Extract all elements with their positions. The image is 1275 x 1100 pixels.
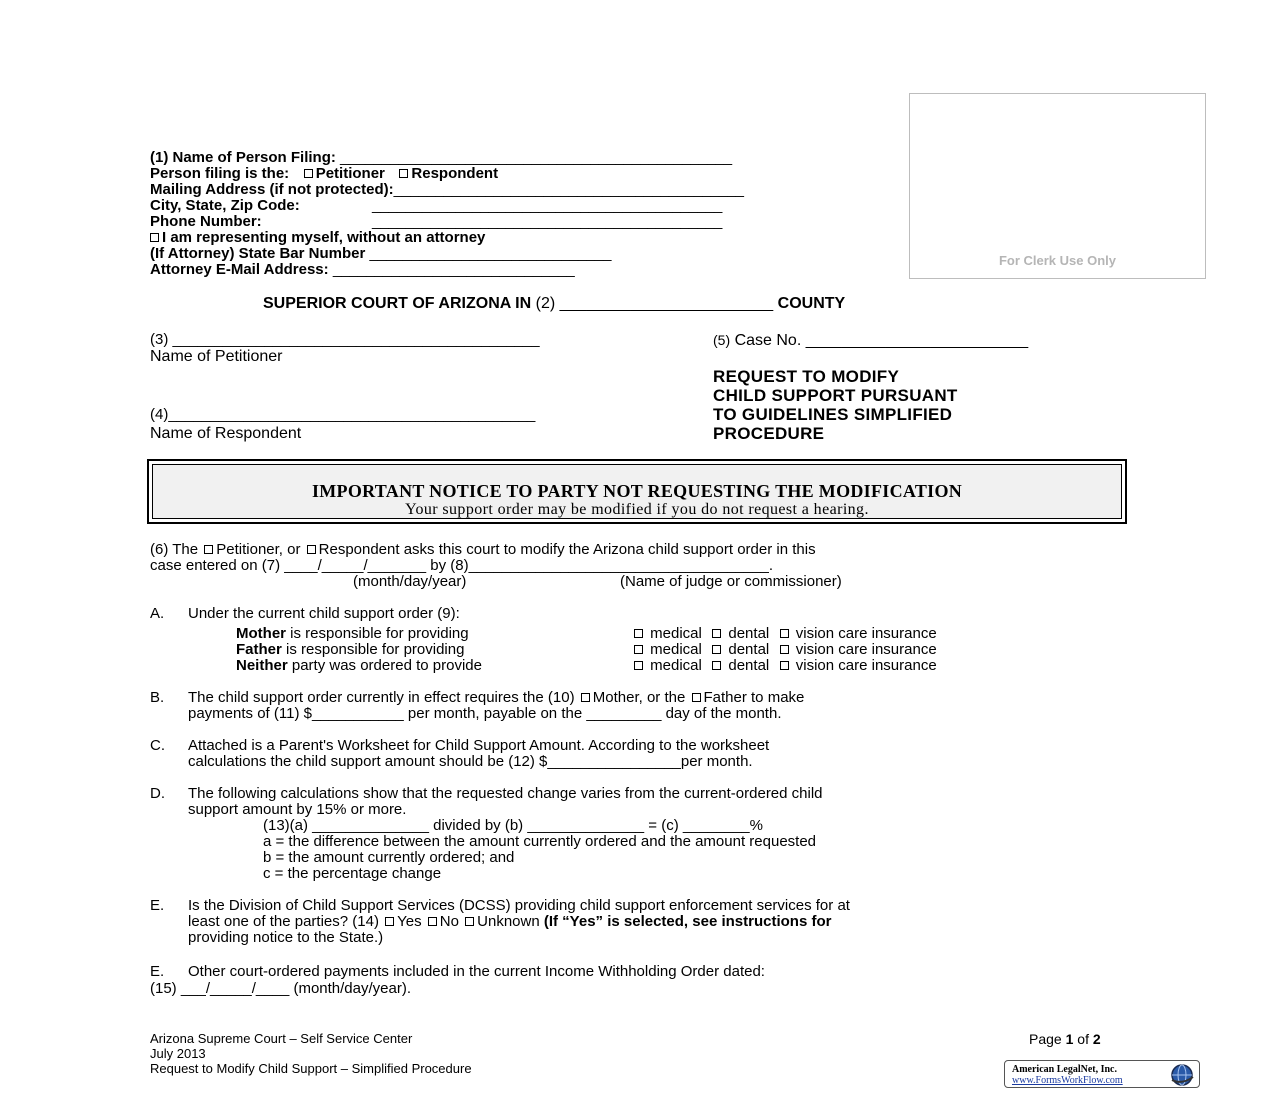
dcss-yes-label: Yes [397,913,422,930]
sb-father-checkbox[interactable] [692,693,701,702]
form-title-line1: REQUEST TO MODIFY [713,367,900,386]
sa-row-mother-label [236,626,469,642]
self-rep-line [150,230,485,246]
footer-line1: Arizona Supreme Court – Self Service Center [150,1031,413,1046]
case-num: (5) [713,332,731,348]
opt-vision-label: vision care insurance [795,641,937,658]
page-of: of [1077,1031,1089,1047]
section-d-def-a: a = the difference between the amount currently ordered and the amount requested [263,833,817,850]
footer-line2: July 2013 [150,1046,206,1061]
section-a-letter: A. [150,605,165,622]
s6-respondent-checkbox[interactable] [307,545,316,554]
section-d-def-b: b = the amount currently ordered; and [263,849,515,866]
neither-dental-checkbox[interactable] [712,661,721,670]
section-e2-line2[interactable]: (15) ___/_____/____ (month/day/year). [150,980,411,997]
mother-dental-checkbox[interactable] [712,629,721,638]
notice-subtitle: Your support order may be modified if you do not request a hearing. [405,501,869,518]
s6-petitioner-checkbox[interactable] [204,545,213,554]
opt-vision-label: vision care insurance [795,625,937,642]
county-field[interactable]: ________________________ [559,295,774,312]
respondent-checkbox[interactable] [399,169,408,178]
sa-row-mother-rest: is responsible for providing [290,625,469,642]
email-label: Attorney E-Mail Address: [150,261,329,278]
petitioner-num: (3) [150,331,169,348]
email-line [150,262,575,278]
petitioner-checkbox[interactable] [304,169,313,178]
page-prefix: Page [1029,1031,1062,1047]
sc-text-c: per month. [680,753,753,770]
section-c-letter: C. [150,737,165,754]
sa-row-neither-rest: party was ordered to provide [291,657,482,674]
city-line [150,198,300,214]
respondent-name-field[interactable]: ____________________________________________ [168,406,536,423]
page-current: 1 [1065,1031,1074,1047]
dcss-no-checkbox[interactable] [428,917,437,926]
petitioner-option-label: Petitioner [315,165,385,182]
petitioner-name-line [150,332,540,348]
opt-medical-label: medical [650,625,702,642]
bar-label: (If Attorney) State Bar Number [150,245,366,262]
phone-label: Phone Number: [150,213,262,230]
court-num: (2) [535,295,556,312]
section-b-line1 [188,690,804,706]
neither-medical-checkbox[interactable] [634,661,643,670]
mailing-line [150,182,744,198]
mother-vision-checkbox[interactable] [780,629,789,638]
opt-vision-label: vision care insurance [795,657,937,674]
sb-text-c: Father to make [703,689,805,706]
sb-text-a: The child support order currently in effect requires the (10) [188,689,575,706]
section-e1-line1: Is the Division of Child Support Services (DCSS) providing child support enforcement services for at [188,897,850,914]
bar-line [150,246,611,262]
name-filing-label: (1) Name of Person Filing: [150,149,336,166]
phone-field[interactable]: __________________________________________ [372,213,723,230]
section-e2-line1: Other court-ordered payments included in the current Income Withholding Order dated: [188,963,765,980]
section-d-letter: D. [150,785,165,802]
person-filing-label: Person filing is the: [150,165,290,182]
form-title-line2: CHILD SUPPORT PURSUANT [713,386,958,405]
respondent-option-label: Respondent [411,165,499,182]
case-label: Case No. [734,332,802,349]
form-title [713,367,958,443]
s6-text-b: Petitioner, or [216,541,301,558]
sa-row-neither-options [632,658,937,674]
clerk-use-box [909,93,1206,279]
sa-row-neither-who: Neither [236,657,288,674]
sa-row-mother-who: Mother [236,625,286,642]
sc-text-a: calculations the child support amount should be (12) $ [188,753,548,770]
case-number-field[interactable]: _________________________ [805,332,1029,349]
email-field[interactable]: _____________________________ [332,261,575,278]
petitioner-name-label: Name of Petitioner [150,348,283,365]
important-notice-box [147,459,1127,524]
person-filing-line [150,166,498,182]
section-e1-line2 [188,914,831,930]
mailing-field[interactable]: __________________________________________ [393,181,745,198]
sa-row-father-rest: is responsible for providing [286,641,465,658]
bar-field[interactable]: _____________________________ [369,245,612,262]
petitioner-name-field[interactable]: ____________________________________________ [172,331,540,348]
name-filing-line [150,150,732,166]
sa-row-father-who: Father [236,641,282,658]
phone-line [150,214,262,230]
respondent-name-label: Name of Respondent [150,425,302,442]
city-label: City, State, Zip Code: [150,197,300,214]
sa-row-neither-label [236,658,482,674]
sa-row-mother-options [632,626,937,642]
s6-text-c: Respondent asks this court to modify the Arizona child support order in this [318,541,816,558]
court-line [263,296,845,312]
se1-text-b: (If “Yes” is selected, see instructions for [543,913,832,930]
section-d-line1: The following calculations show that the requested change varies from the current-ordered child [188,785,823,802]
self-rep-label: I am representing myself, without an attorney [162,229,486,246]
city-field[interactable]: __________________________________________ [372,197,723,214]
important-notice-inner [152,464,1122,519]
s6-date-hint: (month/day/year) [353,573,467,590]
dcss-unknown-label: Unknown [477,913,540,930]
opt-medical-label: medical [650,641,702,658]
section-c-line1: Attached is a Parent's Worksheet for Child Support Amount. According to the worksheet [188,737,770,754]
section-b-line2[interactable]: payments of (11) $___________ per month, payable on the _________ day of the month. [188,705,782,722]
section-6-line1 [150,542,816,558]
mailing-label: Mailing Address (if not protected): [150,181,394,198]
sa-row-father-label [236,642,464,658]
court-suffix: COUNTY [777,295,846,312]
father-vision-checkbox[interactable] [780,645,789,654]
section-e1-line3: providing notice to the State.) [188,929,384,946]
section-d-line2: support amount by 15% or more. [188,801,407,818]
opt-dental-label: dental [728,641,770,658]
section-e1-letter: E. [150,897,165,914]
page-total: 2 [1092,1031,1101,1047]
se1-text-a: least one of the parties? (14) [188,913,379,930]
footer-line3: Request to Modify Child Support – Simplified Procedure [150,1061,472,1076]
logo-url-link[interactable]: www.FormsWorkFlow.com [1012,1075,1123,1086]
sb-mother-checkbox[interactable] [581,693,590,702]
page-number [1029,1032,1101,1046]
opt-dental-label: dental [728,657,770,674]
court-prefix: SUPERIOR COURT OF ARIZONA IN [263,295,532,312]
section-d-calc[interactable]: (13)(a) ______________ divided by (b) ______________ = (c) ________% [263,817,763,834]
opt-medical-label: medical [650,657,702,674]
section-a-intro: Under the current child support order (9): [188,605,460,622]
section-e2-letter: E. [150,963,165,980]
sc-amount-field[interactable]: ________________ [547,753,681,770]
sa-row-father-options [632,642,937,658]
logo-name: American LegalNet, Inc. [1012,1064,1117,1075]
sb-text-b: Mother, or the [592,689,686,706]
respondent-num: (4) [150,406,169,423]
dcss-unknown-checkbox[interactable] [465,917,474,926]
section-6-line2[interactable]: case entered on (7) ____/_____/_______ by (8)____________________________________. [150,557,774,574]
dcss-no-label: No [439,913,459,930]
section-d-def-c: c = the percentage change [263,865,442,882]
form-title-line3: TO GUIDELINES SIMPLIFIED [713,405,953,424]
s6-text-a: (6) The [150,541,199,558]
father-dental-checkbox[interactable] [712,645,721,654]
neither-vision-checkbox[interactable] [780,661,789,670]
dcss-yes-checkbox[interactable] [385,917,394,926]
respondent-name-line [150,407,535,423]
section-b-letter: B. [150,689,165,706]
section-c-line2 [188,754,753,770]
self-rep-checkbox[interactable] [150,233,159,242]
father-medical-checkbox[interactable] [634,645,643,654]
form-title-line4: PROCEDURE [713,424,825,443]
name-filing-field[interactable]: _______________________________________________ [340,149,733,166]
clerk-use-label: For Clerk Use Only [998,253,1117,268]
case-number-line [713,332,1028,349]
globe-icon [1169,1063,1195,1087]
s6-judge-hint: (Name of judge or commissioner) [620,573,842,590]
opt-dental-label: dental [728,625,770,642]
notice-title: IMPORTANT NOTICE TO PARTY NOT REQUESTING THE MODIFICATION [311,481,963,501]
mother-medical-checkbox[interactable] [634,629,643,638]
american-legalnet-logo [1004,1060,1200,1088]
